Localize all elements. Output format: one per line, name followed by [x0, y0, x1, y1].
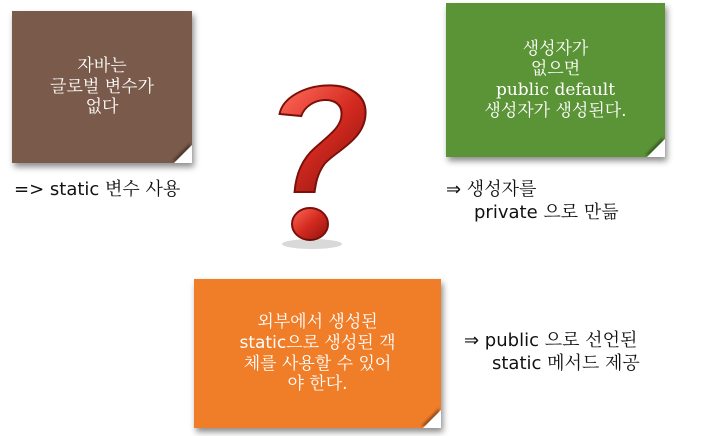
note-fold: [423, 410, 441, 428]
caption-brown: [14, 178, 180, 201]
caption-green-line-2: private 으로 만듦: [474, 202, 619, 224]
note-brown-line-3: 없다: [85, 97, 119, 118]
note-green-line-3: public default: [495, 80, 616, 100]
note-orange-line-2: static으로 생성된 객: [239, 332, 396, 353]
caption-orange-line-2: static 메서드 제공: [492, 353, 640, 375]
caption-brown-line-1: => static 변수 사용: [14, 179, 181, 200]
note-brown: [12, 11, 192, 163]
note-orange-line-4: 야 한다.: [287, 374, 348, 395]
note-green-line-2: 없으면: [530, 59, 581, 80]
note-brown-line-1: 자바는: [77, 55, 127, 76]
note-green-line-1: 생성자가: [522, 38, 589, 59]
note-orange-line-3: 체를 사용할 수 있어: [243, 353, 392, 374]
question-mark-icon: [250, 68, 380, 258]
note-orange-line-1: 외부에서 생성된: [257, 312, 378, 333]
caption-orange: [464, 329, 640, 376]
note-fold: [647, 139, 665, 157]
note-green-line-4: 생성자가 생성된다.: [484, 100, 627, 121]
note-brown-line-2: 글로벌 변수가: [50, 76, 154, 97]
note-orange: [194, 279, 441, 428]
note-green: [446, 3, 665, 157]
note-fold: [174, 145, 192, 163]
caption-green: [446, 178, 619, 225]
caption-green-line-1: ⇒ 생성자를: [446, 179, 537, 200]
caption-orange-line-1: ⇒ public 으로 선언된: [464, 330, 638, 351]
